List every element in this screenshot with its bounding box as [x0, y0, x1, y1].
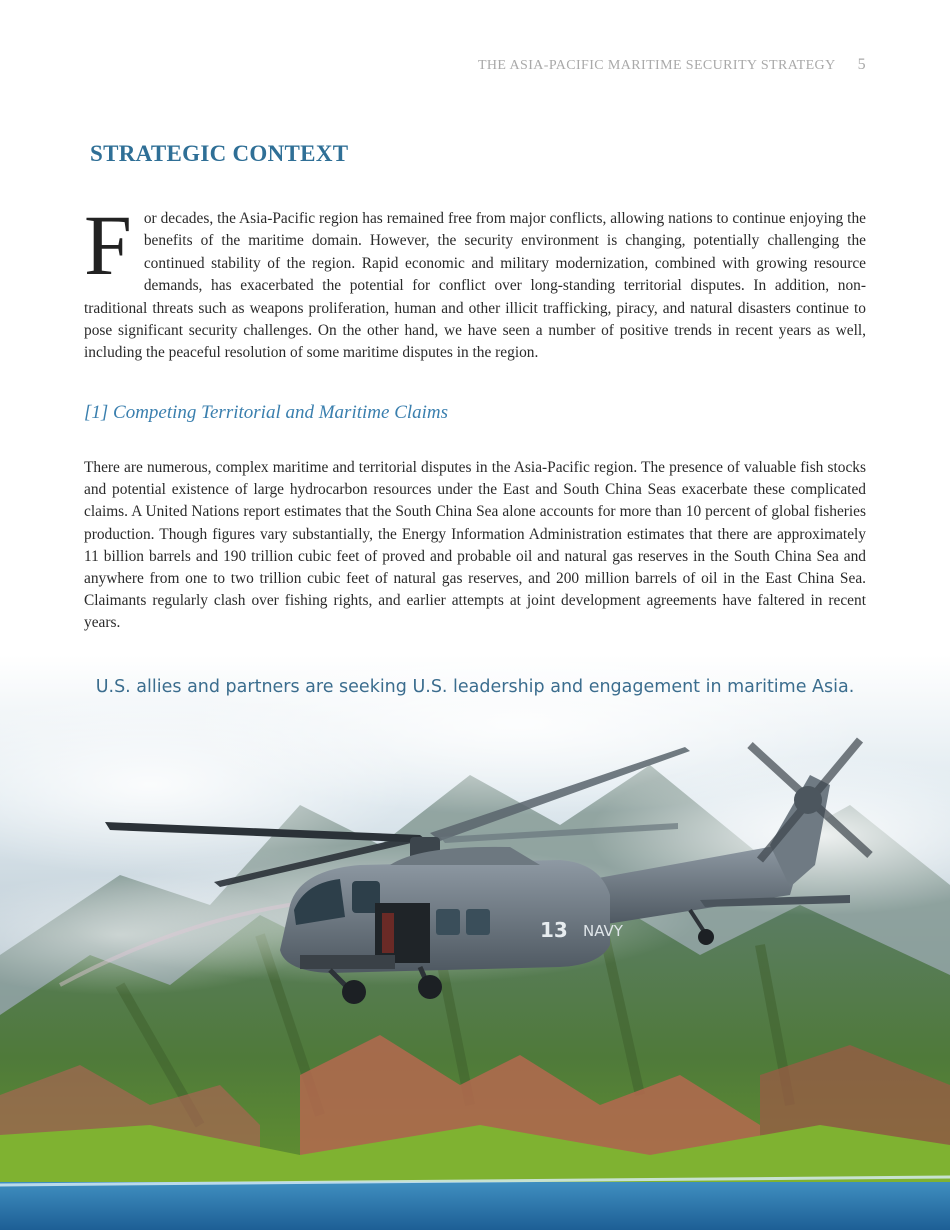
running-title: THE ASIA-PACIFIC MARITIME SECURITY STRATEGY	[477, 58, 836, 73]
section-title: STRATEGIC CONTEXT	[90, 141, 349, 166]
running-header	[478, 56, 866, 74]
drop-cap: F	[84, 197, 132, 293]
page-number: 5	[857, 56, 866, 73]
intro-paragraph	[84, 197, 866, 365]
intro-text: or decades, the Asia-Pacific region has remained free from major conflicts, allowing nations to continue enjoying the benefits of the maritime domain. However, the security environment is changing, potentially challenging the continued stability of the region. Rapid economic and military modernization, combined with growing resource demands, has exacerbated the potential for conflict over long-standing territorial disputes. In addition, non-traditional threats such as weapons proliferation, human and other illicit trafficking, piracy, and natural disasters continue to pose significant security challenges. On the other hand, we have seen a number of positive trends in recent years as well, including the peaceful resolution of some maritime disputes in the region.	[84, 210, 866, 362]
navy-marking: NAVY	[583, 922, 623, 940]
photo-caption: U.S. allies and partners are seeking U.S. leadership and engagement in maritime Asia.	[95, 677, 855, 697]
tail-number: 13	[540, 918, 568, 942]
subsection-heading: [1] Competing Territorial and Maritime Claims	[84, 402, 449, 423]
body-paragraph: There are numerous, complex maritime and territorial disputes in the Asia-Pacific region. The presence of valuable fish stocks and potential existence of large hydrocarbon resources under the East and South China Seas exacerbate these complicated claims. A United Nations report estimates that the South China Sea alone accounts for more than 10 percent of global fisheries production. Though figures vary substantially, the Energy Information Administration estimates that there are approximately 11 billion barrels and 190 trillion cubic feet of proved and probable oil and natural gas reserves in the South China Sea and anywhere from one to two trillion cubic feet of natural gas reserves, and 200 million barrels of oil in the East China Sea. Claimants regularly clash over fishing rights, and earlier attempts at joint development agreements have faltered in recent years.	[84, 459, 866, 632]
photo-illustration	[0, 655, 950, 1230]
helicopter-photo	[0, 655, 950, 1230]
